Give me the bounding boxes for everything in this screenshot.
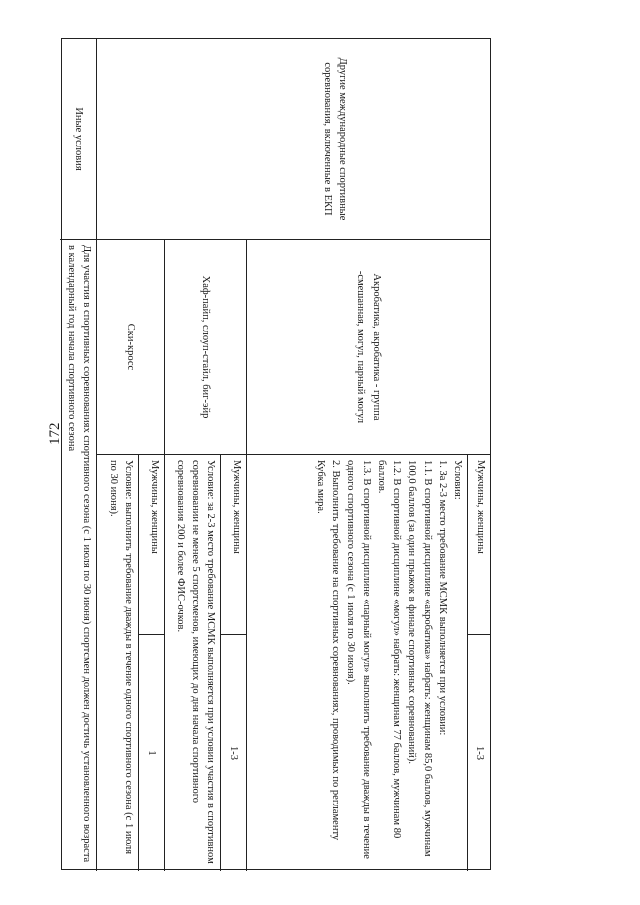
discipline-cell-2	[165, 239, 247, 454]
conditions-cell-2	[165, 454, 221, 871]
places-value: 1-3	[473, 746, 485, 760]
other-text: Для участия в спортивных соревнованиях спортивного сезона (с 1 июля по 30 июня) спортсмен должен достичь установленного возраста в календарный год начала спортивного сезона	[65, 245, 92, 863]
group-label-cell	[97, 39, 490, 239]
gender-cell-2	[221, 454, 247, 634]
conditions-cell-1	[247, 454, 468, 871]
condition-text: 1.2. В спортивной дисциплине «могул» набрать: женщинам 77 баллов, мужчинам 80 баллов.	[375, 460, 403, 839]
places-cell-1	[468, 634, 490, 871]
places-value: 1	[146, 750, 158, 756]
group-label: Другие международные спортивные соревнования, включенные в ЕКП	[321, 57, 348, 221]
discipline-label: Хаф-пайп, слоуп-стайл, биг-эйр	[200, 275, 212, 419]
conditions-cell-3	[97, 454, 139, 871]
gender-cell-1	[468, 454, 490, 634]
discipline-cell-1	[247, 239, 490, 454]
gender-label: Мужчины, женщины	[475, 460, 486, 554]
standards-table	[61, 38, 491, 870]
condition-text: 1. За 2-3 место требование МСМК выполняется при условии:	[436, 460, 448, 736]
condition-text: Условие: выполнить требование дважды в течение одного спортивного сезона (с 1 июля по 30 июня).	[107, 460, 134, 855]
other-label-cell	[60, 39, 97, 239]
discipline-label: Акробатика, акробатика - группа -смешанная, могул, парный могул	[355, 270, 382, 424]
other-text-cell	[60, 239, 97, 871]
page-number: 172	[47, 422, 63, 445]
condition-text: 2. Выполнить требование на спортивных соревнованиях, проводимых по регламенту Кубка мира.	[315, 460, 342, 841]
gender-label: Мужчины, женщины	[231, 460, 242, 554]
condition-text: 1.3. В спортивной дисциплине «парный могул» выполнить требование дважды в течение одного спортивного сезона (с 1 июля по 30 июня).	[345, 460, 372, 859]
gender-label: Мужчины, женщины	[149, 460, 160, 554]
gender-cell-3	[139, 454, 165, 634]
discipline-label: Ски-кросс	[125, 323, 137, 371]
places-cell-2	[221, 634, 247, 871]
places-cell-3	[139, 634, 165, 871]
discipline-cell-3	[97, 239, 165, 454]
condition-text: Условие: за 2-3 место требование МСМК выполняется при условии участия в спортивном соревновании не менее 5 спортсменов, имеющих до дня начала спортивного соревнования 200 и более ФИС-очков.	[174, 460, 216, 864]
condition-text: Условия:	[452, 460, 463, 500]
other-label: Иные условия	[72, 107, 84, 171]
places-value: 1-3	[228, 746, 240, 760]
condition-text: 1.1. В спортивной дисциплине «акробатика» набрать: женщинам 85,0 баллов, мужчинам 100,0 баллов (за один прыжок в финале спортивных соревнований).	[406, 460, 433, 857]
